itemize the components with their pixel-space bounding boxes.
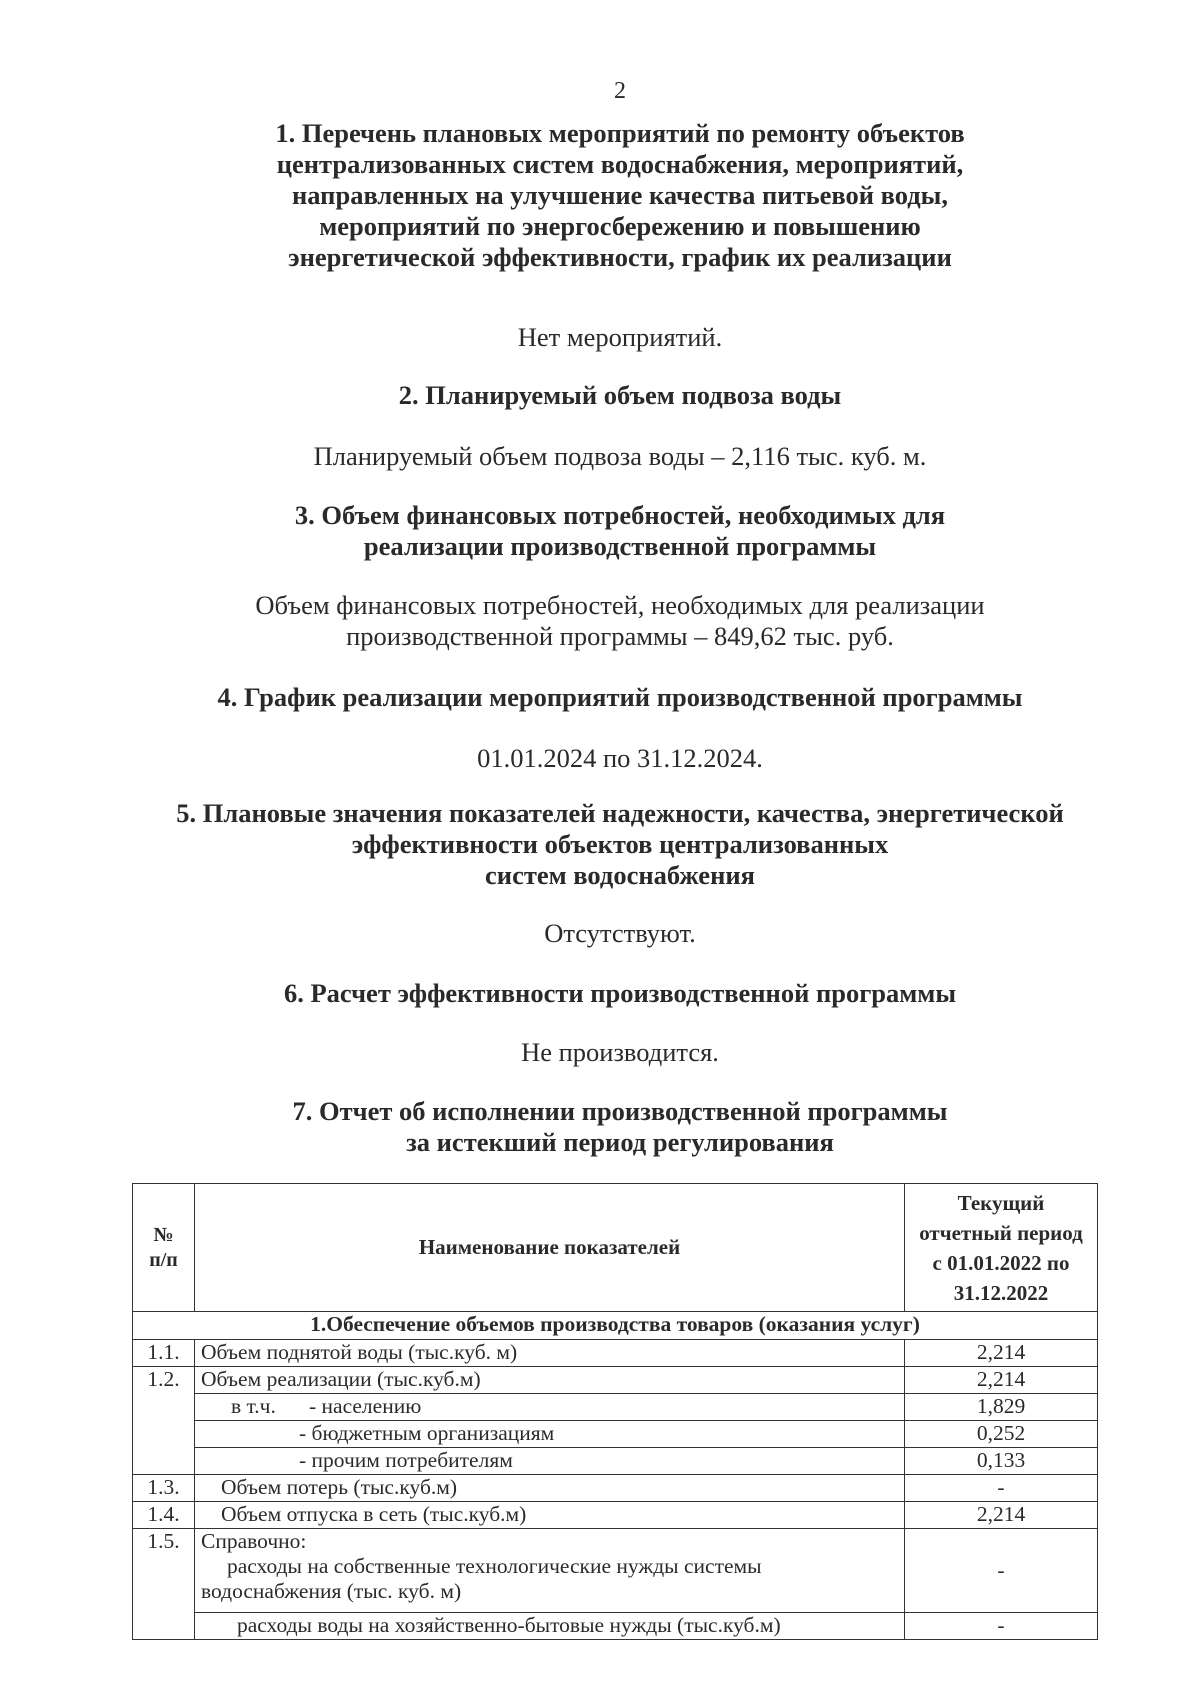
- row-number: 1.3.: [133, 1475, 195, 1502]
- section-1-title-line: мероприятий по энергосбережению и повышению: [319, 211, 921, 241]
- row-name: Объем реализации (тыс.куб.м): [195, 1367, 905, 1394]
- header-period-line: отчетный период: [919, 1220, 1083, 1245]
- header-period-line: 31.12.2022: [953, 1280, 1049, 1305]
- table-row: [133, 1340, 1098, 1367]
- row-number: 1.1.: [133, 1340, 195, 1367]
- header-period-line: Текущий: [957, 1190, 1045, 1215]
- section-1-text: Нет мероприятий.: [517, 322, 723, 352]
- row-name: расходы воды на хозяйственно-бытовые нужды (тыс.куб.м): [195, 1613, 905, 1640]
- section-6-title: 6. Расчет эффективности производственной программы: [283, 978, 957, 1008]
- table-row: [133, 1475, 1098, 1502]
- header-number-line: п/п: [149, 1248, 178, 1271]
- row-value: -: [905, 1475, 1098, 1502]
- table-row: [133, 1367, 1098, 1394]
- row-name-text: - населению: [309, 1394, 422, 1418]
- section-3-title: [120, 500, 1120, 562]
- table-row: [133, 1394, 1098, 1421]
- section-3-text: [120, 590, 1120, 652]
- section-5-text: Отсутствуют.: [544, 918, 696, 948]
- header-reporting-period: [905, 1184, 1098, 1312]
- row-value: -: [905, 1529, 1098, 1613]
- section-5-title-line: 5. Плановые значения показателей надежности, качества, энергетической: [176, 798, 1064, 828]
- section-1-title-line: 1. Перечень плановых мероприятий по ремонту объектов: [275, 118, 965, 148]
- section-2-text: Планируемый объем подвоза воды – 2,116 тыс. куб. м.: [313, 441, 927, 471]
- row-name-line: расходы на собственные технологические нужды системы: [227, 1554, 762, 1578]
- section-3-title-line: 3. Объем финансовых потребностей, необходимых для: [294, 500, 946, 530]
- row-prefix: в т.ч.: [231, 1394, 276, 1418]
- row-name: - бюджетным организациям: [195, 1421, 905, 1448]
- section-6-text: Не производится.: [521, 1037, 719, 1067]
- section-1-title-line: централизованных систем водоснабжения, мероприятий,: [276, 149, 964, 179]
- header-period-line: с 01.01.2022 по: [932, 1250, 1070, 1275]
- row-name: [195, 1394, 905, 1421]
- section-1-title-line: энергетической эффективности, график их реализации: [288, 242, 952, 272]
- section-7-title: [120, 1096, 1120, 1158]
- row-value: 1,829: [905, 1394, 1098, 1421]
- row-name: Объем поднятой воды (тыс.куб. м): [195, 1340, 905, 1367]
- section-3-title-line: реализации производственной программы: [363, 531, 877, 561]
- table-row: [133, 1421, 1098, 1448]
- row-name: [195, 1529, 905, 1613]
- section-1-title: [120, 118, 1120, 273]
- page-number: 2: [614, 78, 626, 104]
- section-4-text: 01.01.2024 по 31.12.2024.: [477, 743, 763, 773]
- section-7-title-line: 7. Отчет об исполнении производственной программы: [292, 1096, 948, 1126]
- table-row: [133, 1529, 1098, 1613]
- header-number: [133, 1184, 195, 1312]
- row-label: Справочно:: [201, 1529, 307, 1553]
- row-number: 1.4.: [133, 1502, 195, 1529]
- table-row: [133, 1613, 1098, 1640]
- report-table: [132, 1183, 1098, 1640]
- row-number: 1.5.: [133, 1529, 195, 1640]
- row-name: - прочим потребителям: [195, 1448, 905, 1475]
- row-value: 2,214: [905, 1502, 1098, 1529]
- row-value: 0,133: [905, 1448, 1098, 1475]
- row-value: 0,252: [905, 1421, 1098, 1448]
- row-value: 2,214: [905, 1340, 1098, 1367]
- section-3-text-line: Объем финансовых потребностей, необходимых для реализации: [255, 590, 985, 620]
- row-name: Объем потерь (тыс.куб.м): [195, 1475, 905, 1502]
- section-4-title: 4. График реализации мероприятий производственной программы: [217, 682, 1023, 712]
- header-number-line: №: [153, 1223, 174, 1246]
- row-name-line: водоснабжения (тыс. куб. м): [201, 1579, 462, 1603]
- table-header-row: [133, 1184, 1098, 1312]
- row-value: -: [905, 1613, 1098, 1640]
- table-row: [133, 1448, 1098, 1475]
- section-5-title: [120, 798, 1120, 891]
- group-title: 1.Обеспечение объемов производства товаров (оказания услуг): [133, 1312, 1098, 1340]
- row-name: Объем отпуска в сеть (тыс.куб.м): [195, 1502, 905, 1529]
- row-number: 1.2.: [133, 1367, 195, 1475]
- section-5-title-line: эффективности объектов централизованных: [351, 829, 889, 859]
- table-row: [133, 1502, 1098, 1529]
- section-5-title-line: систем водоснабжения: [485, 860, 755, 890]
- section-7-title-line: за истекший период регулирования: [406, 1127, 834, 1157]
- section-1-title-line: направленных на улучшение качества питьевой воды,: [292, 180, 948, 210]
- table-group-row: [133, 1312, 1098, 1340]
- header-indicator-name: Наименование показателей: [195, 1184, 905, 1312]
- section-2-title: 2. Планируемый объем подвоза воды: [398, 380, 842, 410]
- section-3-text-line: производственной программы – 849,62 тыс. руб.: [346, 621, 894, 651]
- row-value: 2,214: [905, 1367, 1098, 1394]
